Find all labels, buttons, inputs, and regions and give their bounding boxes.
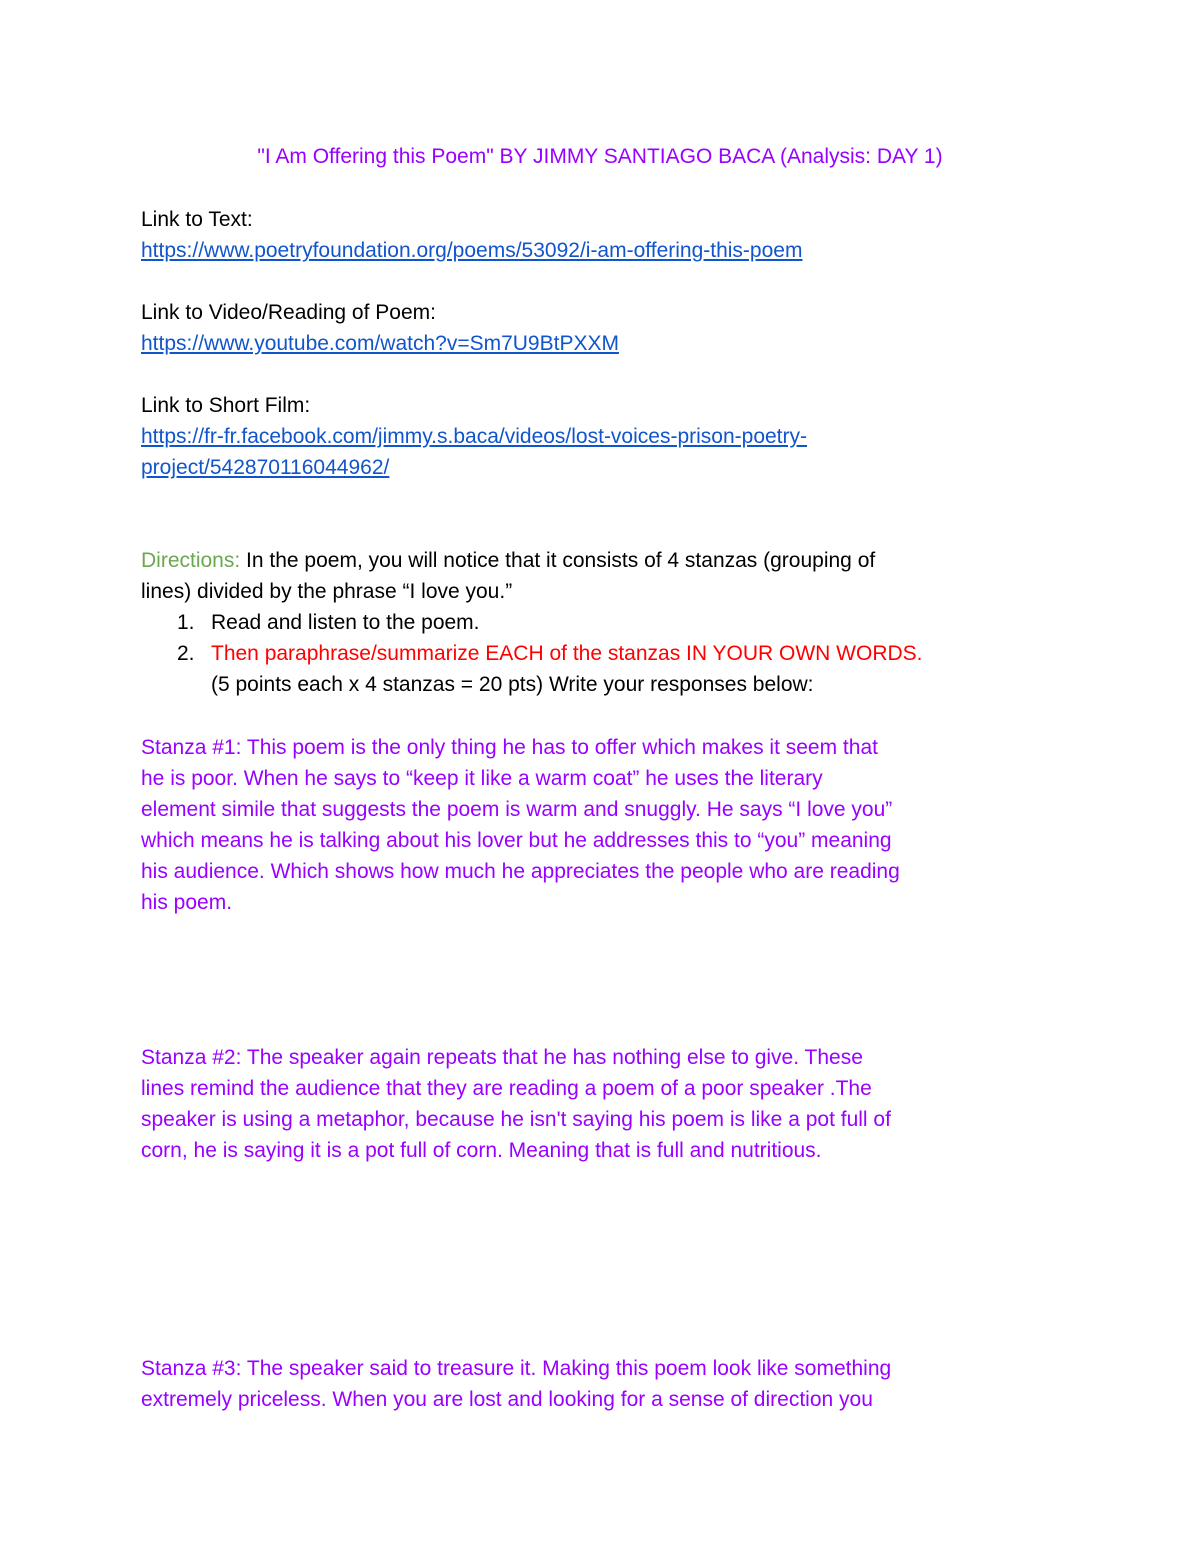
stanza-2-response — [141, 1042, 1071, 1166]
response-line: his poem. — [141, 891, 233, 914]
step-text-emphasis: Then paraphrase/summarize EACH of the stanzas IN YOUR OWN WORDS. — [211, 642, 923, 665]
response-line: corn, he is saying it is a pot full of corn. Meaning that is full and nutritious. — [141, 1139, 822, 1162]
directions-steps — [141, 607, 1071, 700]
link-video-block — [141, 297, 1071, 359]
step-text-points: (5 points each x 4 stanzas = 20 pts) Write your responses below: — [211, 673, 814, 696]
step-text: Read and listen to the poem. — [211, 611, 480, 634]
youtube-link[interactable]: https://www.youtube.com/watch?v=Sm7U9BtPXXM — [141, 332, 619, 355]
link-video-label: Link to Video/Reading of Poem: — [141, 301, 436, 324]
response-line: speaker is using a metaphor, because he isn't saying his poem is like a pot full of — [141, 1108, 891, 1131]
step-number: 2. — [177, 642, 195, 665]
link-film-block — [141, 390, 1071, 483]
document-title: "I Am Offering this Poem" BY JIMMY SANTIAGO BACA (Analysis: DAY 1) — [257, 145, 943, 168]
directions-block — [141, 545, 1071, 700]
stanza-3-response — [141, 1353, 1071, 1415]
response-line: he is poor. When he says to “keep it like a warm coat” he uses the literary — [141, 767, 823, 790]
poetry-foundation-link[interactable]: https://www.poetryfoundation.org/poems/53092/i-am-offering-this-poem — [141, 239, 803, 262]
response-line: element simile that suggests the poem is warm and snuggly. He says “I love you” — [141, 798, 893, 821]
response-line: which means he is talking about his lover but he addresses this to “you” meaning — [141, 829, 892, 852]
facebook-link-line-2[interactable]: project/542870116044962/ — [141, 456, 390, 479]
link-film-label: Link to Short Film: — [141, 394, 311, 417]
response-line: extremely priceless. When you are lost and looking for a sense of direction you — [141, 1388, 873, 1411]
response-line: Stanza #1: This poem is the only thing he has to offer which makes it seem that — [141, 736, 878, 759]
response-line: Stanza #3: The speaker said to treasure it. Making this poem look like something — [141, 1357, 892, 1380]
step-number: 1. — [177, 611, 195, 634]
facebook-link-line-1[interactable]: https://fr-fr.facebook.com/jimmy.s.baca/videos/lost-voices-prison-poetry- — [141, 425, 808, 448]
response-line: Stanza #2: The speaker again repeats that he has nothing else to give. These — [141, 1046, 863, 1069]
directions-text-line-1: In the poem, you will notice that it consists of 4 stanzas (grouping of — [240, 549, 876, 572]
directions-label: Directions: — [141, 549, 241, 572]
directions-text-line-2: lines) divided by the phrase “I love you.” — [141, 580, 513, 603]
stanza-1-response — [141, 732, 1071, 918]
response-line: his audience. Which shows how much he appreciates the people who are reading — [141, 860, 900, 883]
step-item — [177, 607, 1071, 638]
link-text-label: Link to Text: — [141, 208, 253, 231]
step-item — [177, 638, 1071, 700]
link-text-block — [141, 204, 1071, 266]
response-line: lines remind the audience that they are reading a poem of a poor speaker .The — [141, 1077, 872, 1100]
